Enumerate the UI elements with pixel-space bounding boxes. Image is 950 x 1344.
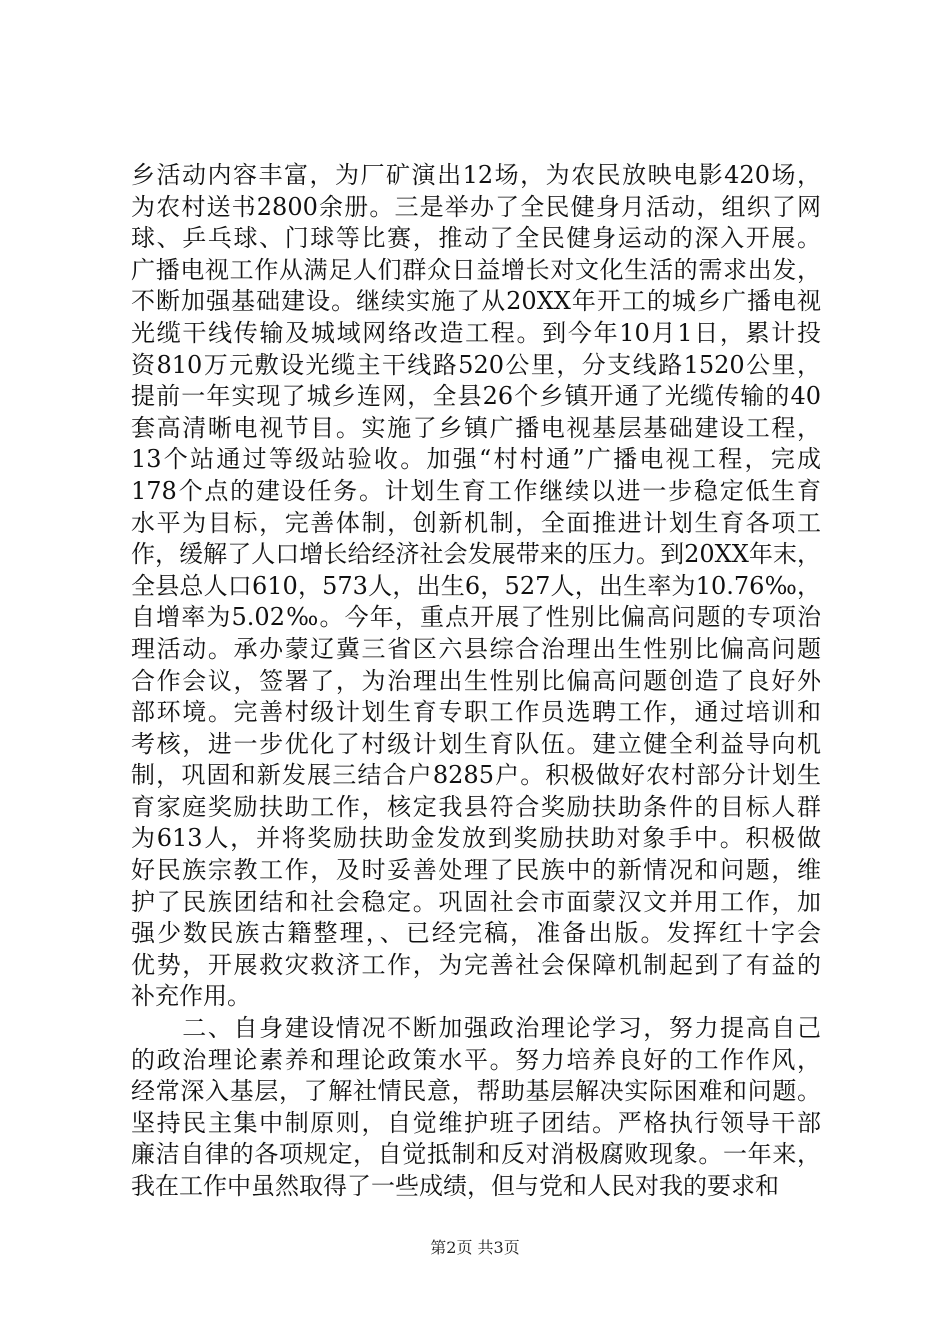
text-line: 为613人，并将奖励扶助金发放到奖励扶助对象手中。积极做: [131, 824, 821, 853]
text-line: 水平为目标，完善体制，创新机制，全面推进计划生育各项工: [131, 508, 821, 537]
text-line: 制，巩固和新发展三结合户8285户。积极做好农村部分计划生: [131, 761, 821, 790]
text-line: 优势，开展救灾救济工作，为完善社会保障机制起到了有益的: [131, 950, 821, 979]
text-line: 广播电视工作从满足人们群众日益增长对文化生活的需求出发，: [131, 255, 821, 284]
text-line: 好民族宗教工作，及时妥善处理了民族中的新情况和问题，维: [131, 856, 821, 885]
page-footer: 第2页 共3页: [430, 1238, 520, 1257]
text-line: 经常深入基层，了解社情民意，帮助基层解决实际困难和问题。: [131, 1077, 821, 1106]
text-line: 不断加强基础建设。继续实施了从20XX年开工的城乡广播电视: [131, 287, 821, 316]
text-line: 自增率为5.02‰。今年，重点开展了性别比偏高问题的专项治: [131, 603, 821, 632]
text-line: 我在工作中虽然取得了一些成绩，但与党和人民对我的要求和: [131, 1172, 779, 1200]
text-line: 理活动。承办蒙辽冀三省区六县综合治理出生性别比偏高问题: [131, 634, 821, 663]
text-line: 合作会议，签署了，为治理出生性别比偏高问题创造了良好外: [131, 666, 821, 695]
text-line: 13个站通过等级站验收。加强“村村通”广播电视工程，完成: [131, 445, 821, 474]
text-line: 乡活动内容丰富，为厂矿演出12场，为农民放映电影420场，: [131, 161, 821, 189]
text-line: 178个点的建设任务。计划生育工作继续以进一步稳定低生育: [131, 476, 821, 505]
text-line: 为农村送书2800余册。三是举办了全民健身月活动，组织了网: [131, 192, 821, 221]
body-text: [131, 160, 821, 1203]
text-line: 坚持民主集中制原则，自觉维护班子团结。严格执行领导干部: [131, 1108, 821, 1137]
text-line: 球、乒乓球、门球等比赛，推动了全民健身运动的深入开展。: [131, 224, 821, 253]
text-line: 提前一年实现了城乡连网，全县26个乡镇开通了光缆传输的40: [131, 382, 821, 411]
text-line: 的政治理论素养和理论政策水平。努力培养良好的工作作风，: [131, 1045, 821, 1074]
text-line: 二、自身建设情况不断加强政治理论学习，努力提高自己: [131, 1014, 821, 1043]
text-line: 护了民族团结和社会稳定。巩固社会市面蒙汉文并用工作，加: [131, 887, 821, 916]
text-line: 廉洁自律的各项规定，自觉抵制和反对消极腐败现象。一年来，: [131, 1140, 821, 1169]
text-line: 补充作用。: [131, 982, 251, 1011]
text-line: 部环境。完善村级计划生育专职工作员选聘工作，通过培训和: [131, 698, 821, 727]
text-line: 强少数民族古籍整理，、已经完稿，准备出版。发挥红十字会: [131, 919, 821, 948]
text-line: 作，缓解了人口增长给经济社会发展带来的压力。到20XX年末，: [131, 540, 821, 569]
text-line: 资810万元敷设光缆主干线路520公里，分支线路1520公里，: [131, 350, 821, 379]
text-line: 考核，进一步优化了村级计划生育队伍。建立健全利益导向机: [131, 729, 821, 758]
text-line: 全县总人口610，573人，出生6，527人，出生率为10.76‰，: [131, 571, 821, 600]
text-line: 光缆干线传输及城域网络改造工程。到今年10月1日，累计投: [131, 318, 821, 347]
text-line: 套高清晰电视节目。实施了乡镇广播电视基层基础建设工程，: [131, 413, 821, 442]
text-line: 育家庭奖励扶助工作，核定我县符合奖励扶助条件的目标人群: [131, 792, 821, 821]
